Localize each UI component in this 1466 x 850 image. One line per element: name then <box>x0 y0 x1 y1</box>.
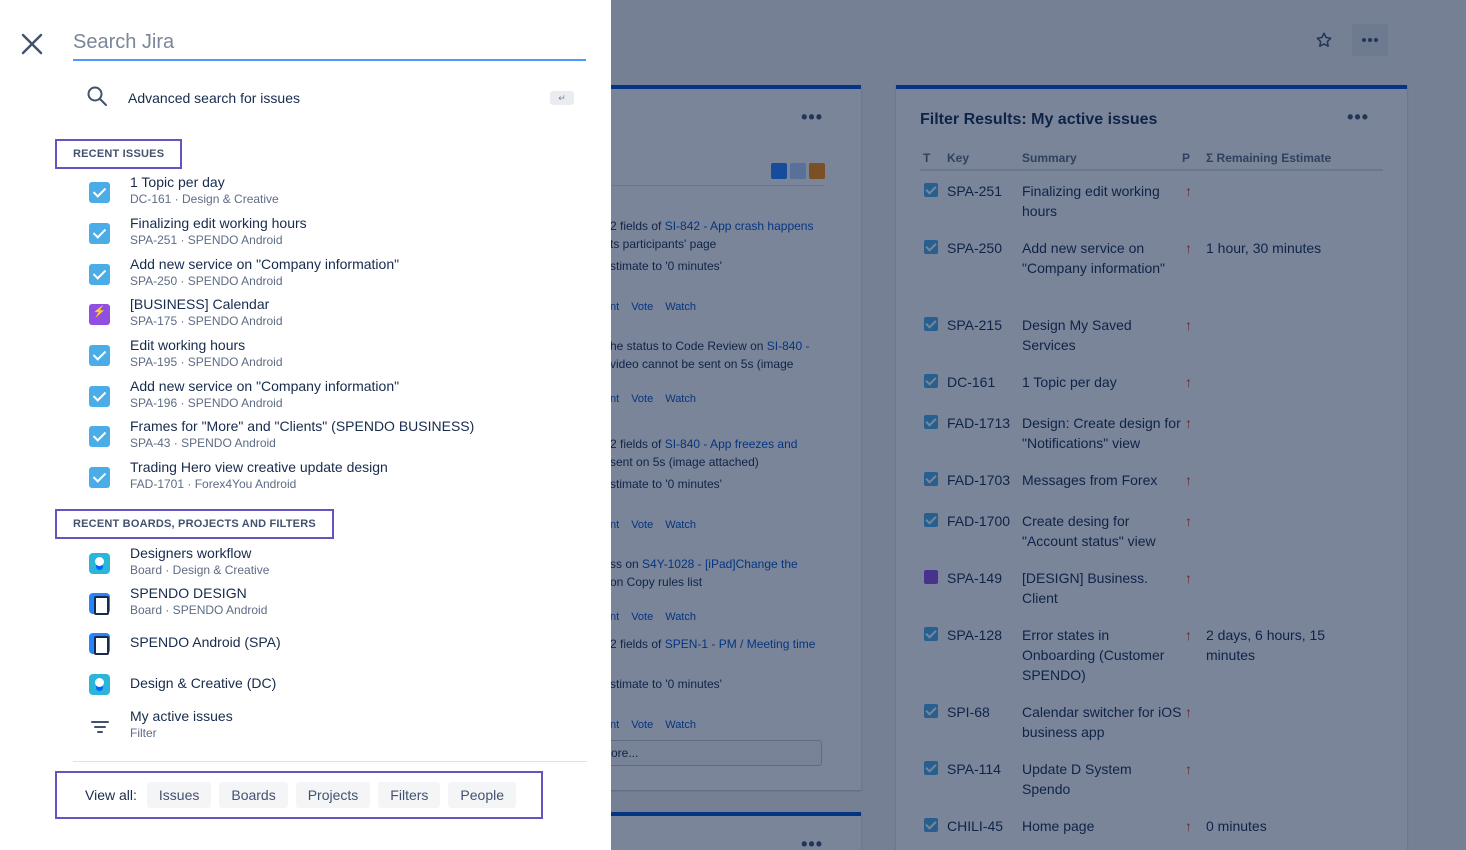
recent-issue-item[interactable] <box>86 418 586 456</box>
issue-meta: SPA-175 · SPENDO Android <box>130 314 283 328</box>
issue-meta: FAD-1701 · Forex4You Android <box>130 477 297 491</box>
story-icon <box>89 304 110 325</box>
task-checkbox-icon <box>89 182 110 203</box>
recent-board-item[interactable] <box>86 545 586 583</box>
issue-title: Add new service on "Company information" <box>130 378 400 394</box>
item-title: Designers workflow <box>130 545 252 561</box>
task-checkbox-icon <box>89 345 110 366</box>
item-meta: Board · Design & Creative <box>130 563 270 577</box>
issue-title: 1 Topic per day <box>130 174 225 190</box>
view-all-issues-button[interactable]: Issues <box>147 782 211 808</box>
search-icon <box>86 85 108 112</box>
issue-title: Trading Hero view creative update design <box>130 459 388 475</box>
recent-board-item[interactable] <box>86 708 586 746</box>
view-all-bar <box>55 771 543 819</box>
recent-issue-item[interactable] <box>86 337 586 375</box>
recent-issue-item[interactable] <box>86 174 586 212</box>
item-title: My active issues <box>130 708 233 724</box>
issue-meta: SPA-195 · SPENDO Android <box>130 355 283 369</box>
advanced-search-link[interactable] <box>86 84 576 112</box>
project-avatar-icon <box>89 593 110 614</box>
issue-meta: SPA-196 · SPENDO Android <box>130 396 283 410</box>
filter-icon <box>89 717 111 737</box>
issue-meta: SPA-250 · SPENDO Android <box>130 274 283 288</box>
task-checkbox-icon <box>89 426 110 447</box>
divider <box>73 761 587 762</box>
task-checkbox-icon <box>89 223 110 244</box>
project-avatar-icon <box>89 633 110 654</box>
item-meta: Filter <box>130 726 157 740</box>
advanced-search-label: Advanced search for issues <box>128 90 300 106</box>
board-avatar-icon <box>89 674 110 695</box>
recent-board-item[interactable] <box>86 666 586 704</box>
recent-issue-item[interactable] <box>86 378 586 416</box>
issue-meta: SPA-43 · SPENDO Android <box>130 436 276 450</box>
issue-title: Finalizing edit working hours <box>130 215 307 231</box>
search-input[interactable] <box>73 26 586 58</box>
item-title: Design & Creative (DC) <box>130 675 277 691</box>
recent-issue-item[interactable] <box>86 296 586 334</box>
view-all-label: View all: <box>85 787 137 803</box>
recent-issue-item[interactable] <box>86 215 586 253</box>
task-checkbox-icon <box>89 467 110 488</box>
recent-issue-item[interactable] <box>86 256 586 294</box>
board-avatar-icon <box>89 553 110 574</box>
item-meta: Board · SPENDO Android <box>130 603 268 617</box>
section-heading-recent-boards: RECENT BOARDS, PROJECTS AND FILTERS <box>55 509 334 539</box>
task-checkbox-icon <box>89 386 110 407</box>
view-all-filters-button[interactable]: Filters <box>378 782 440 808</box>
close-icon[interactable] <box>20 32 44 56</box>
recent-issue-item[interactable] <box>86 459 586 497</box>
recent-board-item[interactable] <box>86 625 586 663</box>
view-all-boards-button[interactable]: Boards <box>219 782 287 808</box>
issue-title: Frames for "More" and "Clients" (SPENDO BUSINESS) <box>130 418 475 434</box>
search-drawer <box>0 0 611 850</box>
enter-key-icon: ↵ <box>550 91 574 105</box>
search-field <box>73 26 586 61</box>
issue-meta: SPA-251 · SPENDO Android <box>130 233 283 247</box>
item-title: SPENDO Android (SPA) <box>130 634 281 650</box>
item-title: SPENDO DESIGN <box>130 585 247 601</box>
section-heading-recent-issues: RECENT ISSUES <box>55 139 182 169</box>
issue-meta: DC-161 · Design & Creative <box>130 192 279 206</box>
task-checkbox-icon <box>89 264 110 285</box>
issue-title: [BUSINESS] Calendar <box>130 296 270 312</box>
view-all-people-button[interactable]: People <box>448 782 516 808</box>
recent-board-item[interactable] <box>86 585 586 623</box>
view-all-projects-button[interactable]: Projects <box>296 782 371 808</box>
issue-title: Add new service on "Company information" <box>130 256 400 272</box>
issue-title: Edit working hours <box>130 337 246 353</box>
